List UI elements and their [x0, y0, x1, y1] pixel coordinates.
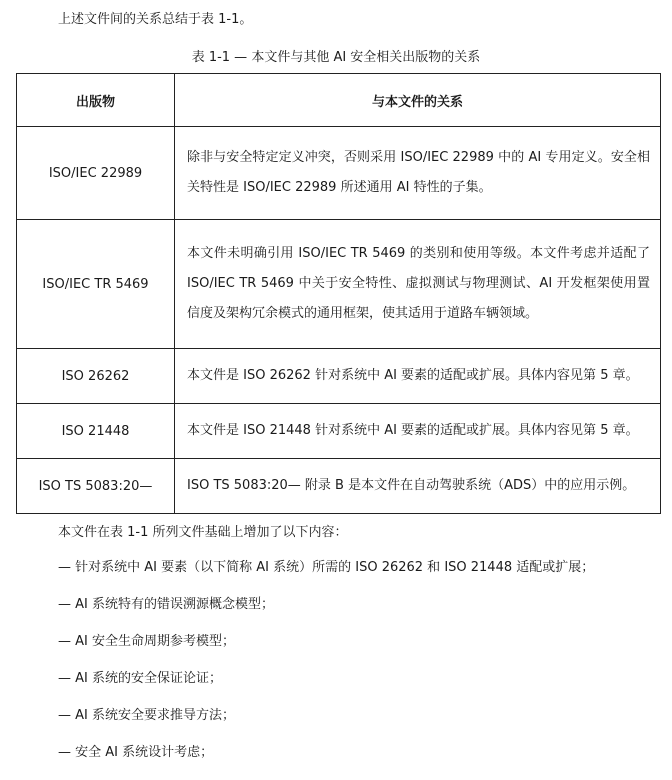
- publication-cell: ISO/IEC 22989: [17, 127, 175, 220]
- table-caption: 表 1-1 — 本文件与其他 AI 安全相关出版物的关系: [191, 50, 481, 65]
- relationship-table: [16, 73, 661, 514]
- list-item: — 针对系统中 AI 要素（以下简称 AI 系统）所需的 ISO 26262 和 ISO 21448 适配或扩展；: [58, 560, 595, 575]
- intro-paragraph: 上述文件间的关系总结于表 1-1。: [58, 12, 253, 27]
- table-header-row: [17, 74, 661, 127]
- table-row: [17, 349, 661, 404]
- relation-cell: ISO TS 5083:20— 附录 B 是本文件在自动驾驶系统（ADS）中的应用示例。: [175, 459, 661, 514]
- list-item: — AI 系统的安全保证论证；: [58, 671, 222, 686]
- list-item: — AI 系统安全要求推导方法；: [58, 708, 235, 723]
- list-item: — 安全 AI 系统设计考虑；: [58, 745, 214, 760]
- relation-cell: 本文件是 ISO 26262 针对系统中 AI 要素的适配或扩展。具体内容见第 5 章。: [175, 349, 661, 404]
- relation-cell: 本文件未明确引用 ISO/IEC TR 5469 的类别和使用等级。本文件考虑并适配了 ISO/IEC TR 5469 中关于安全特性、虚拟测试与物理测试、AI 开发框架使用置信度及架构冗余模式的通用框架，使其适用于道路车辆领域。: [175, 220, 661, 349]
- additions-intro: 本文件在表 1-1 所列文件基础上增加了以下内容：: [58, 525, 348, 540]
- column-header-relation: 与本文件的关系: [175, 74, 661, 127]
- publication-cell: ISO 21448: [17, 404, 175, 459]
- table-row: [17, 404, 661, 459]
- table-row: [17, 127, 661, 220]
- publication-cell: ISO TS 5083:20—: [17, 459, 175, 514]
- list-item: — AI 系统特有的错误溯源概念模型；: [58, 597, 274, 612]
- additions-list: [58, 558, 594, 780]
- column-header-publication: 出版物: [17, 74, 175, 127]
- relation-cell: 本文件是 ISO 21448 针对系统中 AI 要素的适配或扩展。具体内容见第 5 章。: [175, 404, 661, 459]
- list-item: — AI 安全生命周期参考模型；: [58, 634, 235, 649]
- publication-cell: ISO 26262: [17, 349, 175, 404]
- publication-cell: ISO/IEC TR 5469: [17, 220, 175, 349]
- table-row: [17, 220, 661, 349]
- relation-cell: 除非与安全特定定义冲突，否则采用 ISO/IEC 22989 中的 AI 专用定义。安全相关特性是 ISO/IEC 22989 所述通用 AI 特性的子集。: [175, 127, 661, 220]
- table-row: [17, 459, 661, 514]
